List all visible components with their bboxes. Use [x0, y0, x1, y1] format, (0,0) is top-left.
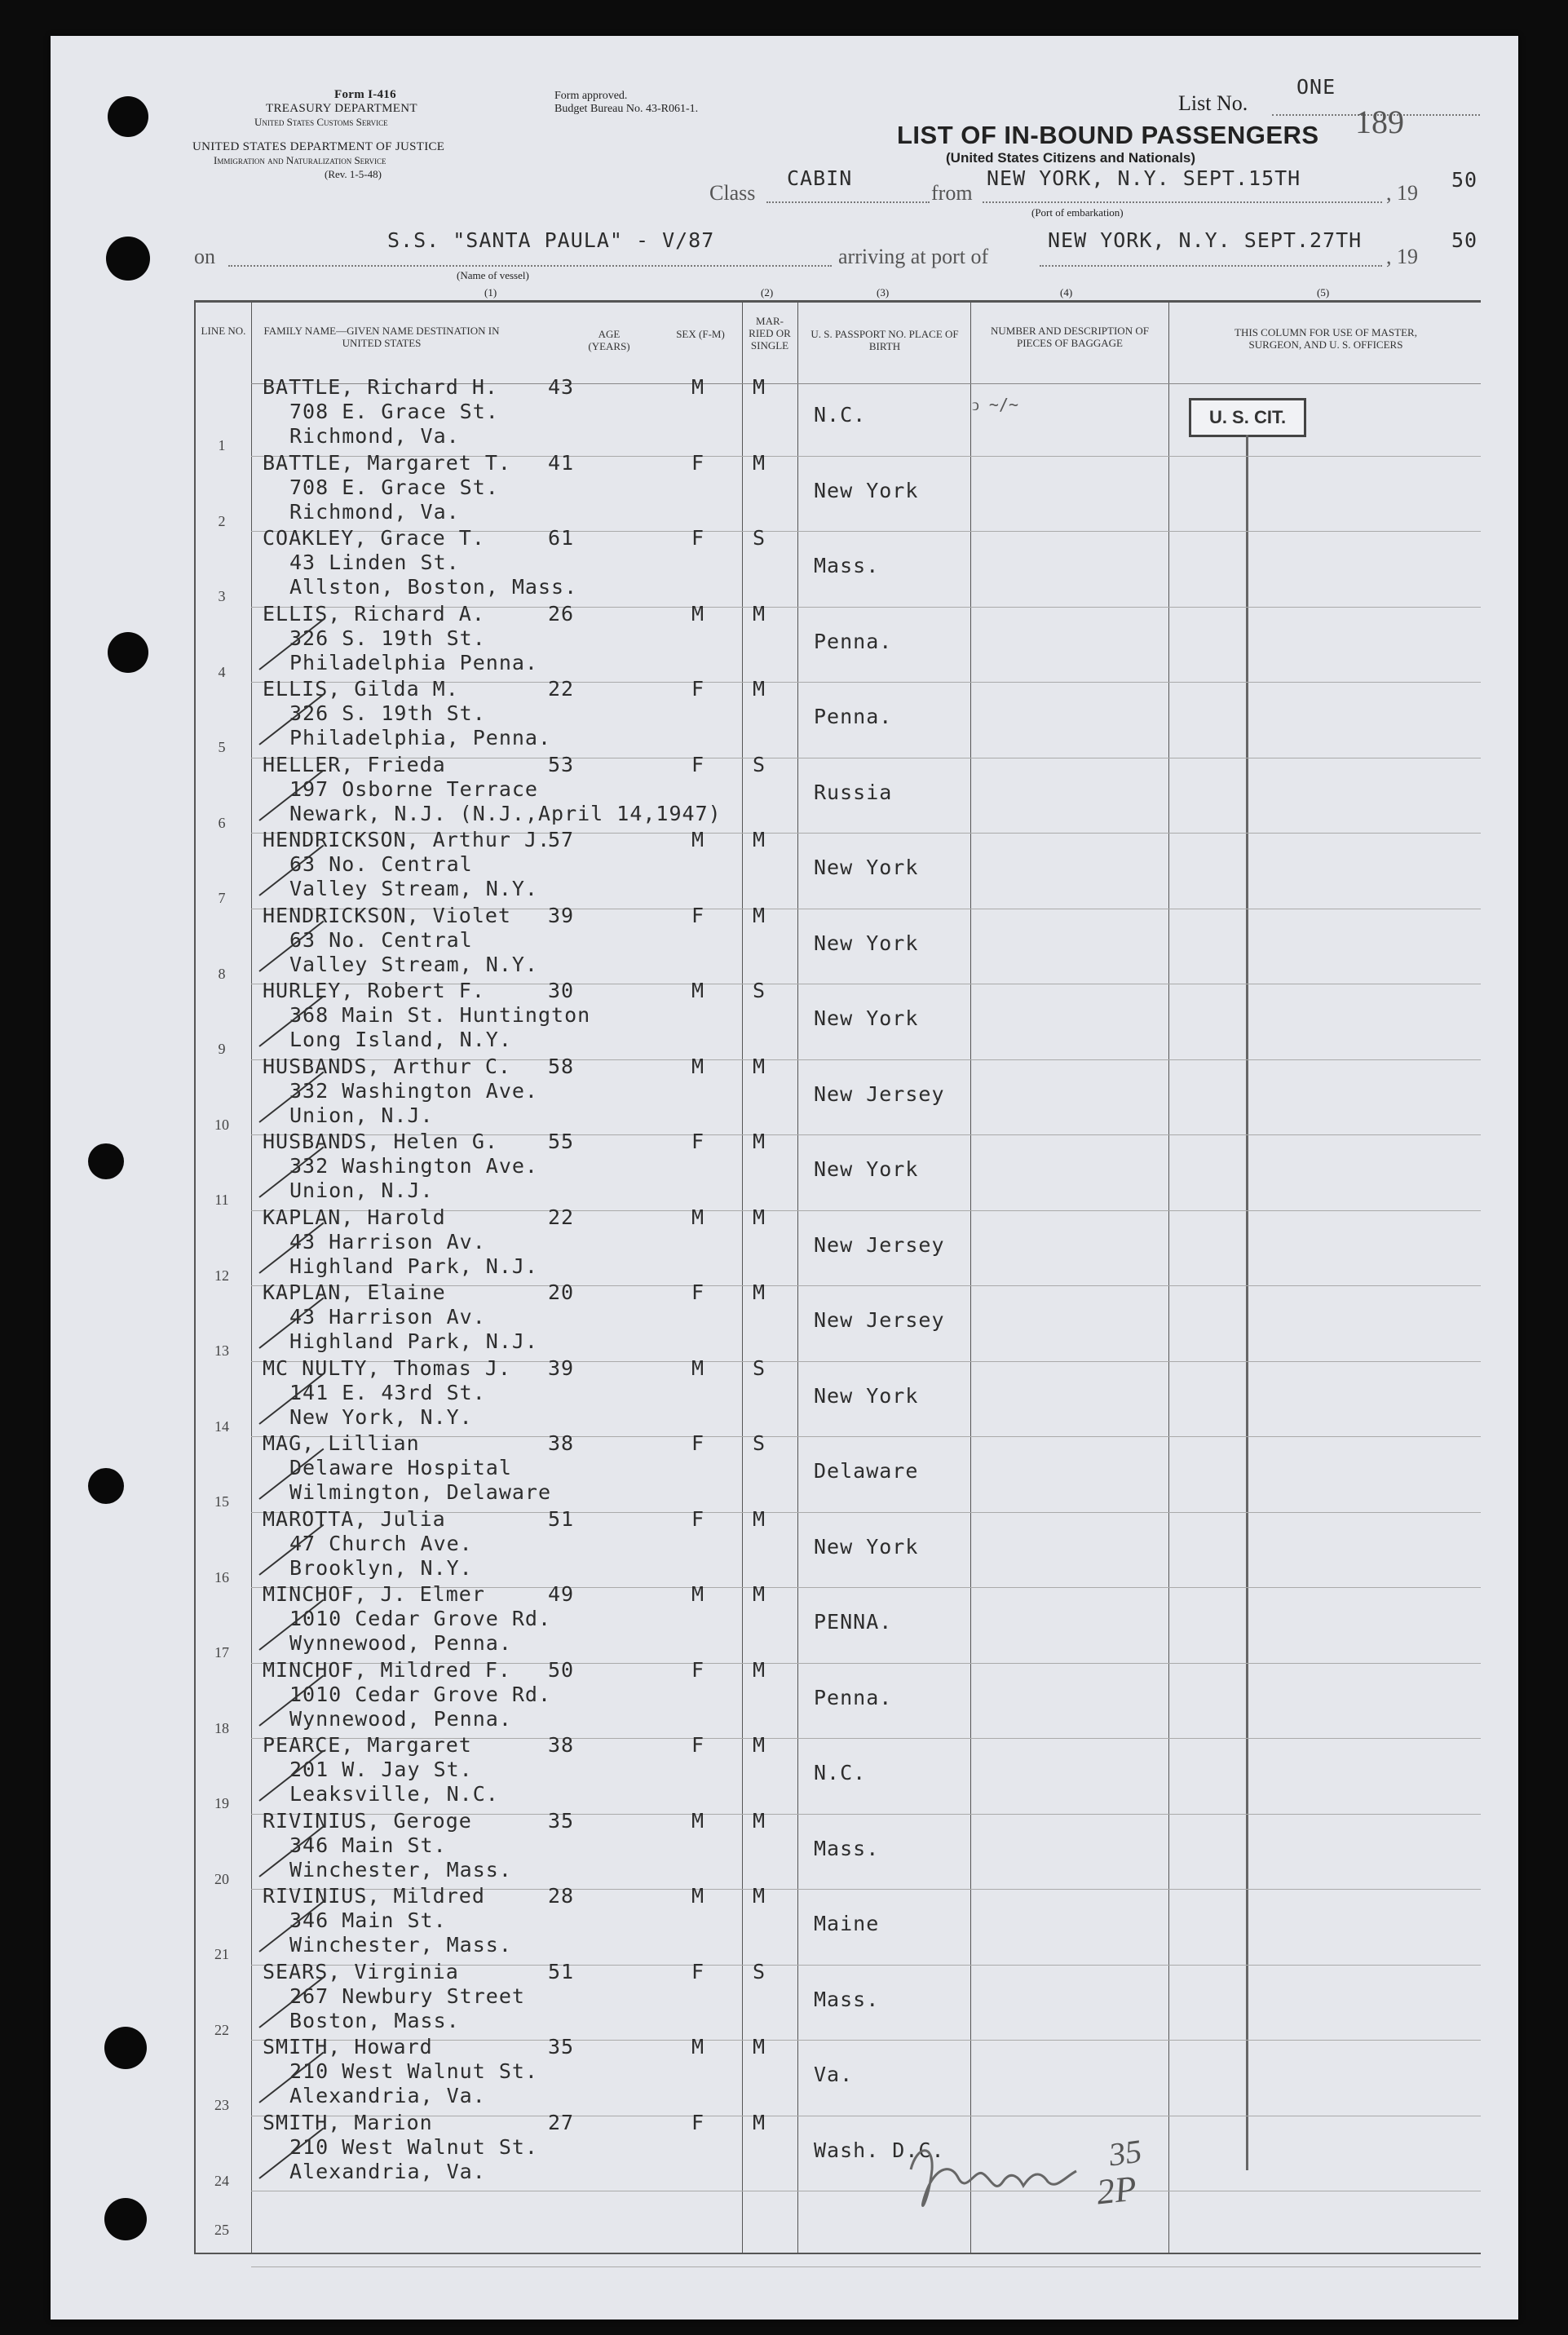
- passenger-address-2: Boston, Mass.: [289, 2008, 460, 2032]
- table-row: [0, 2191, 1468, 2267]
- passenger-marital-status: S: [753, 752, 766, 776]
- passenger-address-2: Highland Park, N.J.: [289, 1254, 538, 1278]
- passenger-age: 38: [548, 1431, 575, 1455]
- passenger-birthplace: Mass.: [814, 554, 880, 577]
- passenger-name: HUSBANDS, Helen G.: [263, 1130, 498, 1153]
- line-number: 21: [214, 1946, 229, 1962]
- passenger-age: 39: [548, 1355, 575, 1380]
- form-revision: (Rev. 1-5-48): [325, 168, 382, 180]
- col-num-3: (3): [877, 286, 890, 299]
- table-row: [0, 1733, 1468, 1815]
- passenger-sex: F: [691, 903, 705, 927]
- passenger-age: 28: [548, 1884, 575, 1908]
- passenger-name: HENDRICKSON, Violet: [263, 903, 511, 927]
- passenger-age: 61: [548, 526, 575, 550]
- line-number: 3: [218, 588, 226, 604]
- vessel-caption: (Name of vessel): [457, 269, 529, 281]
- vessel-underline: [228, 265, 832, 267]
- passenger-birthplace: Maine: [814, 1912, 880, 1935]
- class-underline: [766, 201, 930, 203]
- passenger-birthplace: Mass.: [814, 1836, 880, 1860]
- table-row: [0, 526, 1468, 608]
- passenger-name: COAKLEY, Grace T.: [263, 526, 485, 550]
- passenger-sex: M: [691, 1355, 705, 1380]
- col-num-5: (5): [1317, 286, 1330, 299]
- passenger-birthplace: New Jersey: [814, 1081, 945, 1106]
- passenger-address-1: 43 Harrison Av.: [289, 1305, 486, 1329]
- passenger-sex: F: [691, 1959, 705, 1983]
- passenger-birthplace: Delaware: [814, 1459, 919, 1483]
- passenger-marital-status: M: [753, 677, 766, 701]
- passenger-age: 43: [548, 375, 575, 399]
- passenger-address-2: Philadelphia, Penna.: [289, 726, 552, 750]
- passenger-marital-status: M: [753, 1582, 766, 1606]
- table-row: [0, 903, 1468, 985]
- passenger-name: ELLIS, Richard A.: [263, 601, 485, 626]
- arrival-value: NEW YORK, N.Y. SEPT.27TH: [1048, 228, 1363, 252]
- passenger-birthplace: New York: [814, 1534, 919, 1559]
- passenger-name: BATTLE, Richard H.: [263, 375, 498, 399]
- table-row: [0, 1205, 1468, 1287]
- line-number: 15: [214, 1493, 229, 1510]
- passenger-age: 35: [548, 2035, 575, 2059]
- passenger-age: 20: [548, 1280, 575, 1304]
- passenger-address-1: 368 Main St. Huntington: [289, 1003, 591, 1027]
- passenger-address-1: 332 Washington Ave.: [289, 1078, 538, 1103]
- passenger-name: ELLIS, Gilda M.: [263, 677, 459, 701]
- line-number: 9: [218, 1041, 226, 1057]
- line-number: 4: [218, 663, 226, 680]
- passenger-name: SMITH, Marion: [263, 2110, 433, 2134]
- line-number: 25: [214, 2222, 229, 2238]
- baggage-mark: ↄ ~/~: [972, 395, 1019, 414]
- passenger-name: MC NULTY, Thomas J.: [263, 1355, 511, 1380]
- passenger-birthplace: New Jersey: [814, 1232, 945, 1257]
- passenger-birthplace: New York: [814, 1157, 919, 1181]
- handwritten-signature: [901, 2137, 1097, 2227]
- row-divider: [251, 2266, 1481, 2267]
- class-label: Class: [709, 181, 756, 205]
- table-row: [0, 1657, 1468, 1740]
- list-no-label: List No.: [1178, 91, 1248, 115]
- passenger-address-1: Delaware Hospital: [289, 1456, 512, 1479]
- line-number: 12: [214, 1267, 229, 1284]
- line-number: 14: [214, 1417, 229, 1435]
- passenger-address-2: Winchester, Mass.: [289, 1857, 512, 1882]
- passenger-address-1: 332 Washington Ave.: [289, 1154, 538, 1178]
- passenger-birthplace: New Jersey: [814, 1308, 945, 1332]
- line-number: 20: [214, 1870, 229, 1887]
- from-underline: [983, 201, 1382, 203]
- line-number: 18: [214, 1719, 229, 1736]
- col-num-1: (1): [484, 286, 497, 299]
- table-row: [0, 1506, 1468, 1589]
- line-number: 8: [218, 965, 226, 982]
- passenger-name: HURLEY, Robert F.: [263, 979, 485, 1002]
- arrival-year-value: 50: [1451, 228, 1478, 252]
- passenger-sex: M: [691, 2035, 705, 2059]
- passenger-age: 57: [548, 828, 575, 851]
- passenger-marital-status: M: [753, 450, 766, 475]
- line-number: 19: [214, 1795, 229, 1811]
- handwritten-note-1: 35: [1106, 2132, 1144, 2174]
- passenger-address-2: Richmond, Va.: [289, 499, 460, 524]
- passenger-marital-status: M: [753, 1054, 766, 1078]
- passenger-address-1: 267 Newbury Street: [289, 1983, 525, 2008]
- passenger-name: MINCHOF, Mildred F.: [263, 1657, 511, 1682]
- passenger-sex: M: [691, 828, 705, 851]
- passenger-name: SEARS, Virginia: [263, 1959, 459, 1983]
- passenger-birthplace: Wash. D.C.: [814, 2138, 945, 2162]
- passenger-address-2: Newark, N.J. (N.J.,April 14,1947): [289, 801, 722, 825]
- col-header-baggage: NUMBER AND DESCRIPTION OF PIECES OF BAGGAGE: [991, 325, 1149, 349]
- passenger-address-2: Union, N.J.: [289, 1103, 434, 1127]
- table-row: [0, 1808, 1468, 1891]
- passenger-sex: F: [691, 1657, 705, 1682]
- table-row: [0, 1130, 1468, 1211]
- table-row: [0, 1431, 1468, 1513]
- treasury-department: TREASURY DEPARTMENT: [266, 102, 417, 115]
- passenger-address-2: Alexandria, Va.: [289, 2084, 486, 2107]
- col-num-4: (4): [1060, 286, 1073, 299]
- line-number: 7: [218, 890, 226, 906]
- table-row: [0, 1959, 1468, 2041]
- passenger-marital-status: M: [753, 1884, 766, 1908]
- line-number: 1: [218, 437, 226, 453]
- passenger-birthplace: New York: [814, 856, 919, 879]
- arrival-underline: [1040, 265, 1382, 267]
- passenger-name: SMITH, Howard: [263, 2035, 433, 2059]
- passenger-marital-status: M: [753, 828, 766, 851]
- table-row: [0, 979, 1468, 1060]
- passenger-address-1: 63 No. Central: [289, 852, 473, 876]
- passenger-age: 30: [548, 979, 575, 1002]
- passenger-address-1: 197 Osborne Terrace: [289, 776, 538, 801]
- passenger-address-1: 47 Church Ave.: [289, 1531, 473, 1555]
- passenger-birthplace: Mass.: [814, 1987, 880, 2011]
- col-header-name: FAMILY NAME—GIVEN NAME DESTINATION IN UNITED STATES: [263, 325, 500, 349]
- passenger-marital-status: M: [753, 2035, 766, 2059]
- table-row: [0, 2110, 1468, 2192]
- passenger-marital-status: S: [753, 526, 766, 550]
- passenger-age: 26: [548, 601, 575, 626]
- passenger-address-2: Leaksville, N.C.: [289, 1782, 499, 1806]
- passenger-marital-status: M: [753, 1205, 766, 1229]
- passenger-birthplace: Penna.: [814, 705, 893, 728]
- table-row: [0, 1054, 1468, 1136]
- line-number: 6: [218, 814, 226, 831]
- passenger-marital-status: M: [753, 1280, 766, 1304]
- binder-hole: [108, 96, 148, 137]
- passenger-age: 49: [548, 1582, 575, 1606]
- passenger-age: 55: [548, 1130, 575, 1153]
- passenger-address-1: 43 Harrison Av.: [289, 1229, 486, 1254]
- passenger-age: 27: [548, 2110, 575, 2134]
- passenger-birthplace: Penna.: [814, 1685, 893, 1709]
- department-of-justice: UNITED STATES DEPARTMENT OF JUSTICE: [192, 140, 445, 153]
- vessel-value: S.S. "SANTA PAULA" - V/87: [387, 228, 715, 252]
- passenger-sex: F: [691, 1733, 705, 1757]
- passenger-birthplace: Va.: [814, 2063, 854, 2086]
- passenger-address-1: 210 West Walnut St.: [289, 2134, 538, 2159]
- passenger-birthplace: Penna.: [814, 629, 893, 653]
- signature-stroke: [911, 2151, 1076, 2206]
- from-value: NEW YORK, N.Y. SEPT.15TH: [987, 166, 1301, 190]
- passenger-sex: F: [691, 1130, 705, 1153]
- passenger-name: HENDRICKSON, Arthur J.: [263, 828, 551, 851]
- passenger-sex: F: [691, 677, 705, 701]
- line-number: 2: [218, 512, 226, 529]
- passenger-address-1: 346 Main St.: [289, 1908, 447, 1932]
- passenger-age: 50: [548, 1657, 575, 1682]
- passenger-age: 51: [548, 1959, 575, 1983]
- passenger-address-2: Allston, Boston, Mass.: [289, 575, 578, 599]
- passenger-address-2: Brooklyn, N.Y.: [289, 1555, 473, 1580]
- passenger-address-1: 141 E. 43rd St.: [289, 1380, 486, 1404]
- passenger-age: 53: [548, 752, 575, 776]
- passenger-sex: M: [691, 979, 705, 1002]
- line-number: 11: [214, 1192, 229, 1208]
- passenger-name: RIVINIUS, Mildred: [263, 1884, 485, 1908]
- arrival-year-prefix: , 19: [1386, 245, 1418, 268]
- passenger-marital-status: M: [753, 1808, 766, 1833]
- line-number: 24: [214, 2172, 229, 2189]
- class-value: CABIN: [787, 166, 853, 190]
- passenger-name: HUSBANDS, Arthur C.: [263, 1054, 511, 1078]
- page-subtitle: (United States Citizens and Nationals): [946, 150, 1196, 166]
- page-title: LIST OF IN-BOUND PASSENGERS: [897, 121, 1319, 149]
- passenger-address-1: 708 E. Grace St.: [289, 400, 499, 423]
- passenger-age: 58: [548, 1054, 575, 1078]
- passenger-sex: M: [691, 1582, 705, 1606]
- from-year-value: 50: [1451, 168, 1478, 192]
- customs-service: United States Customs Service: [254, 116, 388, 128]
- passenger-marital-status: S: [753, 979, 766, 1002]
- passenger-age: 39: [548, 903, 575, 927]
- line-number: 13: [214, 1342, 229, 1359]
- passenger-address-2: Wilmington, Delaware: [289, 1480, 552, 1504]
- form-number: Form I-416: [334, 88, 396, 101]
- col-header-married: MAR-RIED OR SINGLE: [749, 315, 791, 352]
- passenger-address-1: 346 Main St.: [289, 1833, 447, 1857]
- passenger-marital-status: S: [753, 1431, 766, 1455]
- passenger-address-2: Valley Stream, N.Y.: [289, 877, 538, 900]
- passenger-marital-status: M: [753, 1657, 766, 1682]
- passenger-marital-status: M: [753, 903, 766, 927]
- passenger-marital-status: M: [753, 1130, 766, 1153]
- passenger-name: BATTLE, Margaret T.: [263, 450, 511, 475]
- passenger-marital-status: M: [753, 1506, 766, 1531]
- passenger-sex: M: [691, 375, 705, 399]
- passenger-sex: F: [691, 1431, 705, 1455]
- passenger-address-2: Long Island, N.Y.: [289, 1028, 512, 1051]
- passenger-birthplace: New York: [814, 931, 919, 955]
- passenger-address-2: Winchester, Mass.: [289, 1933, 512, 1957]
- list-no-value: ONE: [1296, 75, 1336, 99]
- passenger-marital-status: M: [753, 2110, 766, 2134]
- table-row: [0, 2035, 1468, 2116]
- table-row: [0, 677, 1468, 758]
- col-header-officers: THIS COLUMN FOR USE OF MASTER, SURGEON, AND U. S. OFFICERS: [1235, 326, 1417, 351]
- passenger-sex: M: [691, 1808, 705, 1833]
- passenger-sex: F: [691, 450, 705, 475]
- passenger-marital-status: M: [753, 601, 766, 626]
- line-number: 10: [214, 1116, 229, 1133]
- passenger-address-1: 210 West Walnut St.: [289, 2059, 538, 2083]
- passenger-address-1: 43 Linden St.: [289, 551, 460, 574]
- table-top-border: [194, 300, 1481, 303]
- passenger-address-2: Richmond, Va.: [289, 424, 460, 448]
- passenger-address-1: 63 No. Central: [289, 927, 473, 952]
- passenger-sex: M: [691, 1884, 705, 1908]
- col-header-sex: SEX (F-M): [676, 328, 725, 340]
- passenger-birthplace: N.C.: [814, 1761, 867, 1784]
- passenger-birthplace: PENNA.: [814, 1610, 893, 1634]
- us-citizen-stamp: U. S. CIT.: [1189, 398, 1306, 437]
- line-number: 16: [214, 1568, 229, 1585]
- passenger-name: KAPLAN, Harold: [263, 1205, 446, 1229]
- passenger-address-1: 201 W. Jay St.: [289, 1758, 473, 1781]
- passenger-address-2: Wynnewood, Penna.: [289, 1631, 512, 1655]
- line-number: 17: [214, 1644, 229, 1661]
- passenger-birthplace: Russia: [814, 780, 893, 804]
- passenger-address-2: Highland Park, N.J.: [289, 1329, 538, 1353]
- passenger-age: 41: [548, 450, 575, 475]
- port-of-embarkation-caption: (Port of embarkation): [1031, 206, 1124, 219]
- passenger-name: KAPLAN, Elaine: [263, 1280, 446, 1304]
- passenger-name: HELLER, Frieda: [263, 752, 446, 776]
- passenger-age: 22: [548, 1205, 575, 1229]
- handwritten-note-2: 2P: [1094, 2168, 1139, 2213]
- passenger-address-1: 1010 Cedar Grove Rd.: [289, 1682, 552, 1706]
- passenger-address-2: Alexandria, Va.: [289, 2159, 486, 2183]
- passenger-address-2: Philadelphia Penna.: [289, 650, 538, 674]
- passenger-marital-status: S: [753, 1355, 766, 1380]
- col-header-passport: U. S. PASSPORT NO. PLACE OF BIRTH: [811, 328, 959, 352]
- passenger-birthplace: New York: [814, 478, 919, 502]
- arriving-label: arriving at port of: [838, 245, 989, 268]
- from-label: from: [931, 181, 973, 205]
- from-year-prefix: , 19: [1386, 181, 1418, 205]
- passenger-name: RIVINIUS, Geroge: [263, 1808, 472, 1833]
- passenger-name: MAG, Lillian: [263, 1431, 420, 1455]
- passenger-sex: M: [691, 601, 705, 626]
- budget-bureau: Budget Bureau No. 43-R061-1.: [554, 103, 699, 115]
- col-header-age: AGE (YEARS): [588, 328, 630, 352]
- table-row: [0, 450, 1468, 533]
- passenger-sex: F: [691, 526, 705, 550]
- passenger-birthplace: New York: [814, 1006, 919, 1030]
- table-row: [0, 375, 1468, 457]
- passenger-name: MINCHOF, J. Elmer: [263, 1582, 485, 1606]
- table-row: [0, 1355, 1468, 1438]
- passenger-age: 51: [548, 1506, 575, 1531]
- immigration-service: Immigration and Naturalization Service: [214, 154, 386, 166]
- passenger-name: PEARCE, Margaret: [263, 1733, 472, 1757]
- page-number: 189: [1355, 104, 1404, 140]
- line-number: 23: [214, 2097, 229, 2113]
- passenger-age: 22: [548, 677, 575, 701]
- form-approved: Form approved.: [554, 90, 628, 102]
- line-number: 5: [218, 739, 226, 755]
- passenger-marital-status: M: [753, 1733, 766, 1757]
- passenger-address-1: 1010 Cedar Grove Rd.: [289, 1607, 552, 1630]
- table-row: [0, 828, 1468, 909]
- table-row: [0, 1582, 1468, 1664]
- passenger-sex: M: [691, 1054, 705, 1078]
- col-header-line-no: LINE NO.: [201, 325, 246, 337]
- table-row: [0, 1884, 1468, 1966]
- passenger-sex: F: [691, 2110, 705, 2134]
- passenger-address-1: 708 E. Grace St.: [289, 475, 499, 499]
- line-number: 22: [214, 2021, 229, 2038]
- passenger-address-1: 326 S. 19th St.: [289, 626, 486, 650]
- on-label: on: [194, 245, 215, 268]
- passenger-address-2: New York, N.Y.: [289, 1404, 473, 1429]
- passenger-sex: F: [691, 752, 705, 776]
- table-row: [0, 1280, 1468, 1362]
- passenger-marital-status: S: [753, 1959, 766, 1983]
- passenger-address-2: Valley Stream, N.Y.: [289, 952, 538, 976]
- passenger-sex: F: [691, 1280, 705, 1304]
- passenger-birthplace: New York: [814, 1383, 919, 1408]
- passenger-address-2: Union, N.J.: [289, 1179, 434, 1202]
- passenger-address-2: Wynnewood, Penna.: [289, 1706, 512, 1731]
- passenger-address-1: 326 S. 19th St.: [289, 701, 486, 725]
- table-row: [0, 752, 1468, 834]
- passenger-age: 38: [548, 1733, 575, 1757]
- binder-hole: [106, 237, 150, 281]
- passenger-sex: F: [691, 1506, 705, 1531]
- table-row: [0, 601, 1468, 683]
- passenger-birthplace: N.C.: [814, 403, 867, 427]
- passenger-sex: M: [691, 1205, 705, 1229]
- passenger-age: 35: [548, 1808, 575, 1833]
- passenger-marital-status: M: [753, 375, 766, 399]
- col-num-2: (2): [761, 286, 774, 299]
- passenger-name: MAROTTA, Julia: [263, 1506, 446, 1531]
